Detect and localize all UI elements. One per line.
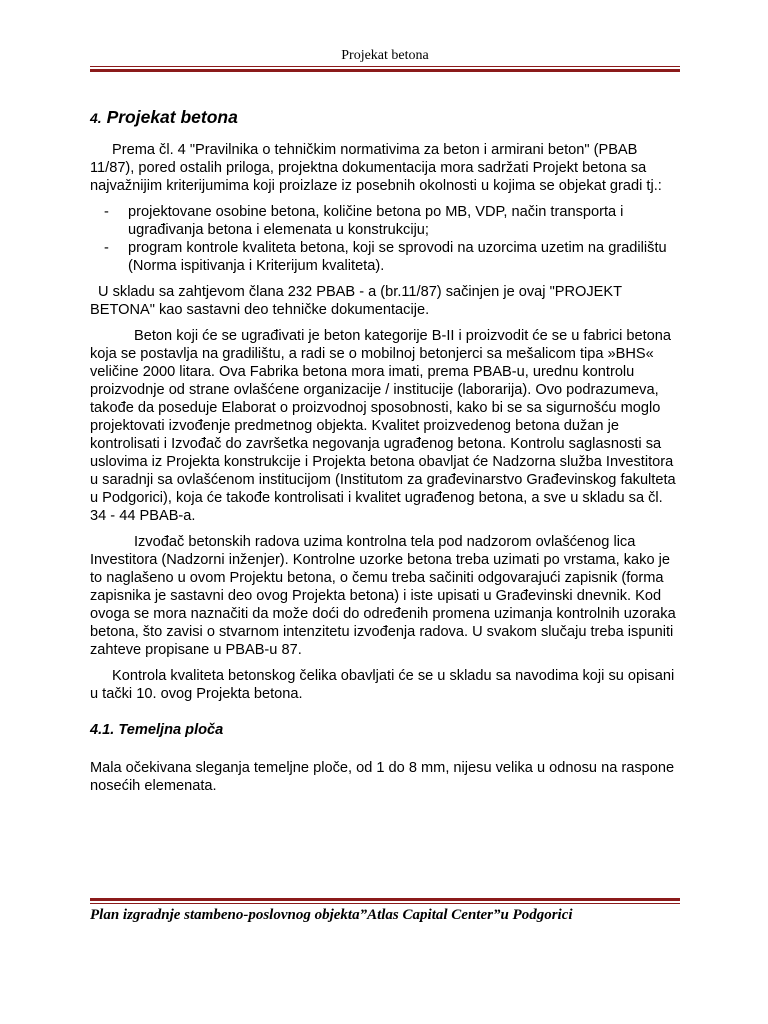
criteria-list [90,203,680,275]
section-title: Projekat betona [106,107,238,127]
list-dash: - [104,240,109,256]
subsection-heading: 4.1. Temeljna ploča [90,722,224,738]
footer-rule-thick [90,898,680,901]
header-rule-thin [90,66,680,67]
section-number: 4. [90,110,102,126]
paragraph-concrete-production: Beton koji će se ugrađivati je beton kategorije B-II i proizvodit će se u fabrici betona koja se postavlja na gradilištu, a radi se o mobilnoj betonjerci sa mešalicom tipa »BHS« veličine 2000 litara. Ova Fabrika betona mora imati, prema PBAB-u, urednu kontrolu proizvodnje od strane ovlašćene organizacije / institucije (laborarija). Ovo podrazumeva, takođe da poseduje Elaborat o proizvodnoj sposobnosti, kako bi se sa sigurnošću moglo projektovati izvođenje predmetnog objekta. Kvalitet proizvedenog betona dužan je kontrolisati i Izvođač do završetka negovanja ugrađenog betona. Kontrolu saglasnosti sa uslovima iz Projekta konstrukcije i Projekta betona obavljat će Nadzorna služba Investitora u saradnji sa ovlašćenom institucijom (Institutom za građevinarstvo Građevinskog fakulteta u Podgorici), koja će takođe kontrolisati i kvalitet ugrađenog betona, a sve u skladu sa čl. 34 - 44 PBAB-a. [90,328,676,524]
header-rule [90,66,680,72]
paragraph-foundation-slab: Mala očekivana sleganja temeljne ploče, od 1 do 8 mm, nijesu velika u odnosu na raspone nosećih elemenata. [90,760,675,794]
paragraph-intro: Prema čl. 4 "Pravilnika o tehničkim normativima za beton i armirani beton" (PBAB 11/87), pored ostalih priloga, projektna dokumentacija mora sadržati Projekt betona sa najvažnijim kriterijumima koji proizlaze iz posebnih okolnosti u kojima se objekat gradi tj.: [90,142,662,194]
footer-rule-thin [90,903,680,904]
list-item [90,239,680,275]
list-item-text: program kontrole kvaliteta betona, koji se sprovodi na uzorcima uzetim na gradilištu (Norma ispitivanja i Kriterijum kvaliteta). [128,240,667,274]
header-rule-thick [90,69,680,72]
list-item [90,203,680,239]
running-footer: Plan izgradnje stambeno-poslovnog objekta”Atlas Capital Center”u Podgorici [90,907,573,923]
paragraph-contractor-samples: Izvođač betonskih radova uzima kontrolna tela pod nadzorom ovlašćenog lica Investitora (Nadzorni inženjer). Kontrolne uzorke betona treba uzimati po vrstama, kako je to naglašeno u ovom Projektu betona, o čemu treba sačiniti odgovarajući zapisnik (forma zapisnika je sastavni deo ovog Projekta betona) i iste upisati u Građevinski dnevnik. Kod ovoga se mora naznačiti da može doći do određenih promena uzimanja kontrolnih uzoraka betona, što zavisi o stvarnom intenzitetu izvođenja radova. U svakom slučaju treba ispuniti zahteve propisane u PBAB-u 87. [90,534,676,658]
footer-rule [90,898,680,904]
paragraph-steel-control: Kontrola kvaliteta betonskog čelika obavljati će se u skladu sa navodima koji su opisani u tački 10. ovog Projekta betona. [90,668,675,702]
list-dash: - [104,204,109,220]
list-item-text: projektovane osobine betona, količine betona po MB, VDP, način transporta i ugrađivanja betona i elemenata u konstrukciju; [128,204,624,238]
running-header: Projekat betona [341,48,429,63]
page-content [90,108,680,803]
paragraph-compliance: U skladu sa zahtjevom člana 232 PBAB - a (br.11/87) sačinjen je ovaj "PROJEKT BETONA" kao sastavni deo tehničke dokumentacije. [90,284,622,318]
section-heading [90,108,680,127]
